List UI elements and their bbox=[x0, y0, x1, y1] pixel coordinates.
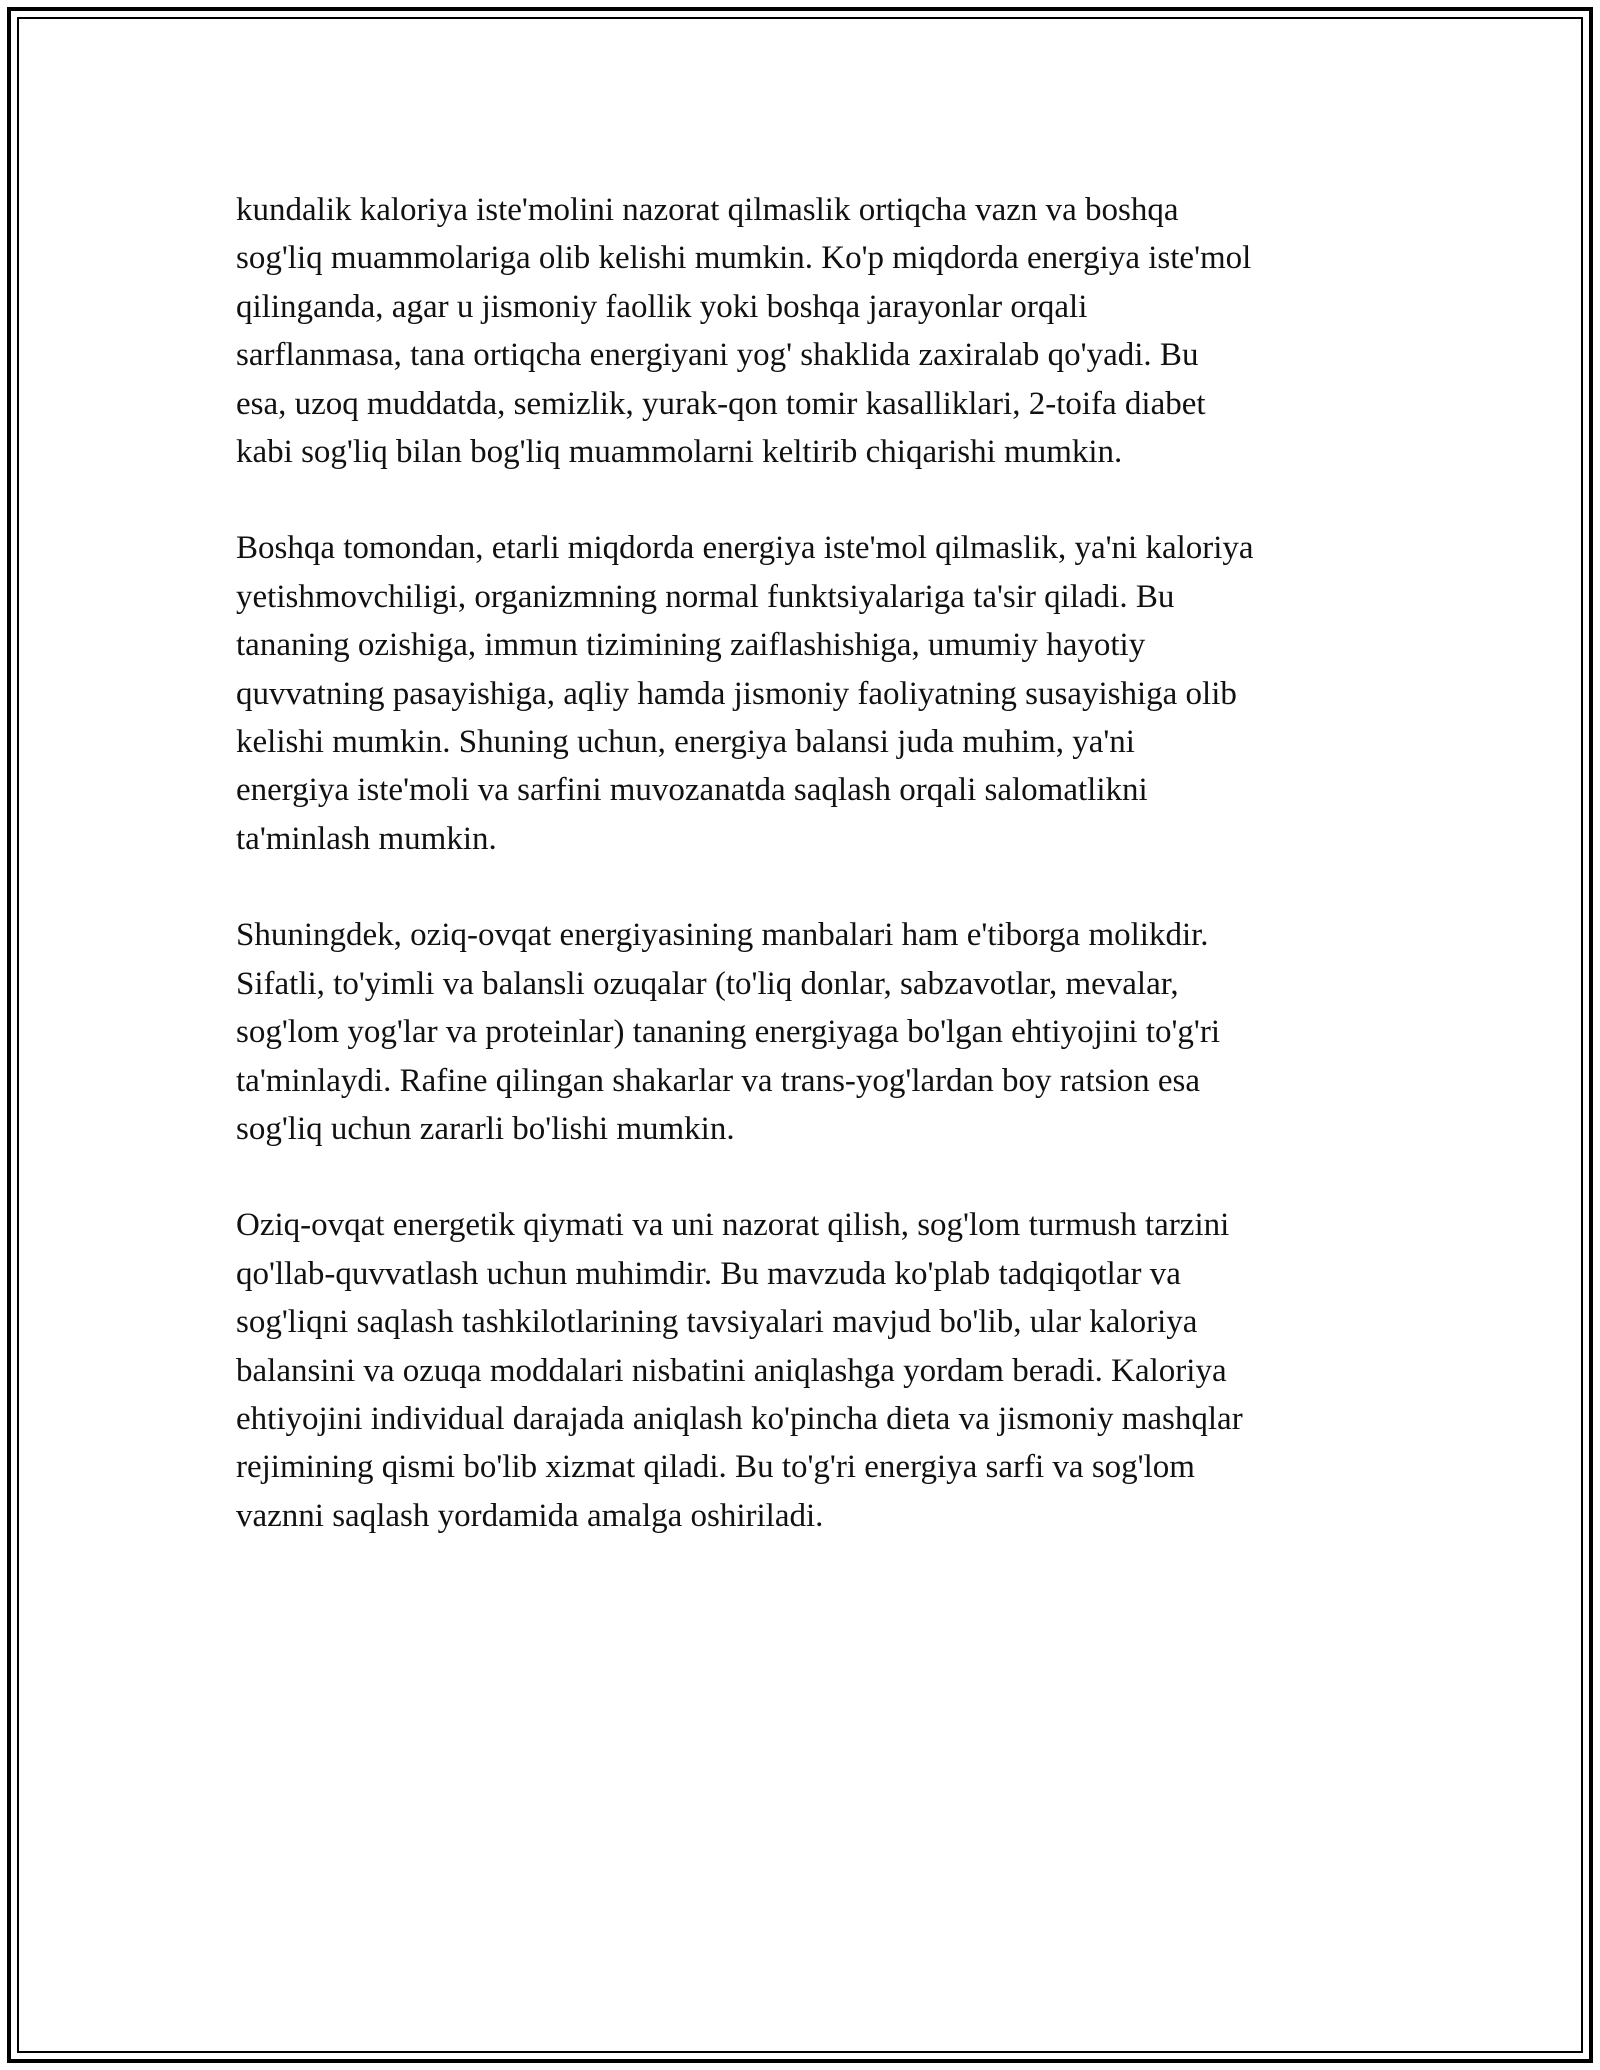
text-line: energiya iste'moli va sarfini muvozanatda saqlash orqali salomatlikni bbox=[236, 772, 1148, 809]
paragraph-1 bbox=[236, 186, 1386, 476]
text-line: rejimining qismi bo'lib xizmat qiladi. Bu to'g'ri energiya sarfi va sog'lom bbox=[236, 1449, 1195, 1486]
text-line: ta'minlaydi. Rafine qilingan shakarlar va trans-yog'lardan boy ratsion esa bbox=[236, 1062, 1201, 1099]
text-line: balansini va ozuqa moddalari nisbatini aniqlashga yordam beradi. Kaloriya bbox=[236, 1352, 1227, 1389]
text-line: Sifatli, to'yimli va balansli ozuqalar (to'liq donlar, sabzavotlar, mevalar, bbox=[236, 965, 1179, 1002]
text-line: qo'llab-quvvatlash uchun muhimdir. Bu mavzuda ko'plab tadqiqotlar va bbox=[236, 1255, 1181, 1292]
text-line: yetishmovchiligi, organizmning normal funktsiyalariga ta'sir qiladi. Bu bbox=[236, 578, 1175, 615]
text-line: kabi sog'liq bilan bog'liq muammolarni keltirib chiqarishi mumkin. bbox=[236, 434, 1123, 471]
text-line: sog'liq uchun zararli bo'lishi mumkin. bbox=[236, 1110, 735, 1147]
text-line: quvvatning pasayishiga, aqliy hamda jismoniy faoliyatning susayishiga olib bbox=[236, 675, 1237, 712]
text-line: ehtiyojini individual darajada aniqlash ko'pincha dieta va jismoniy mashqlar bbox=[236, 1400, 1243, 1437]
text-line: Shuningdek, oziq-ovqat energiyasining manbalari ham e'tiborga molikdir. bbox=[236, 917, 1209, 954]
text-line: sarflanmasa, tana ortiqcha energiyani yog' shaklida zaxiralab qo'yadi. Bu bbox=[236, 337, 1199, 374]
text-line: sog'lom yog'lar va proteinlar) tananing energiyaga bo'lgan ehtiyojini to'g'ri bbox=[236, 1014, 1221, 1051]
text-line: Boshqa tomondan, etarli miqdorda energiya iste'mol qilmaslik, ya'ni kaloriya bbox=[236, 530, 1254, 567]
text-line: ta'minlash mumkin. bbox=[236, 820, 497, 857]
paragraph-3 bbox=[236, 911, 1386, 1153]
text-line: sog'liq muammolariga olib kelishi mumkin. Ko'p miqdorda energiya iste'mol bbox=[236, 240, 1252, 277]
text-line: kelishi mumkin. Shuning uchun, energiya balansi juda muhim, ya'ni bbox=[236, 724, 1135, 761]
text-line: esa, uzoq muddatda, semizlik, yurak-qon tomir kasalliklari, 2-toifa diabet bbox=[236, 385, 1206, 422]
text-line: Oziq-ovqat energetik qiymati va uni nazorat qilish, sog'lom turmush tarzini bbox=[236, 1207, 1230, 1244]
text-line: sog'liqni saqlash tashkilotlarining tavsiyalari mavjud bo'lib, ular kaloriya bbox=[236, 1304, 1198, 1341]
text-line: qilinganda, agar u jismoniy faollik yoki boshqa jarayonlar orqali bbox=[236, 288, 1088, 325]
document-body bbox=[236, 186, 1386, 1588]
text-line: tananing ozishiga, immun tizimining zaiflashishiga, umumiy hayotiy bbox=[236, 627, 1146, 664]
text-line: kundalik kaloriya iste'molini nazorat qilmaslik ortiqcha vazn va boshqa bbox=[236, 192, 1179, 228]
text-line: vaznni saqlash yordamida amalga oshiriladi. bbox=[236, 1497, 824, 1534]
paragraph-2 bbox=[236, 524, 1386, 863]
paragraph-4 bbox=[236, 1201, 1386, 1540]
